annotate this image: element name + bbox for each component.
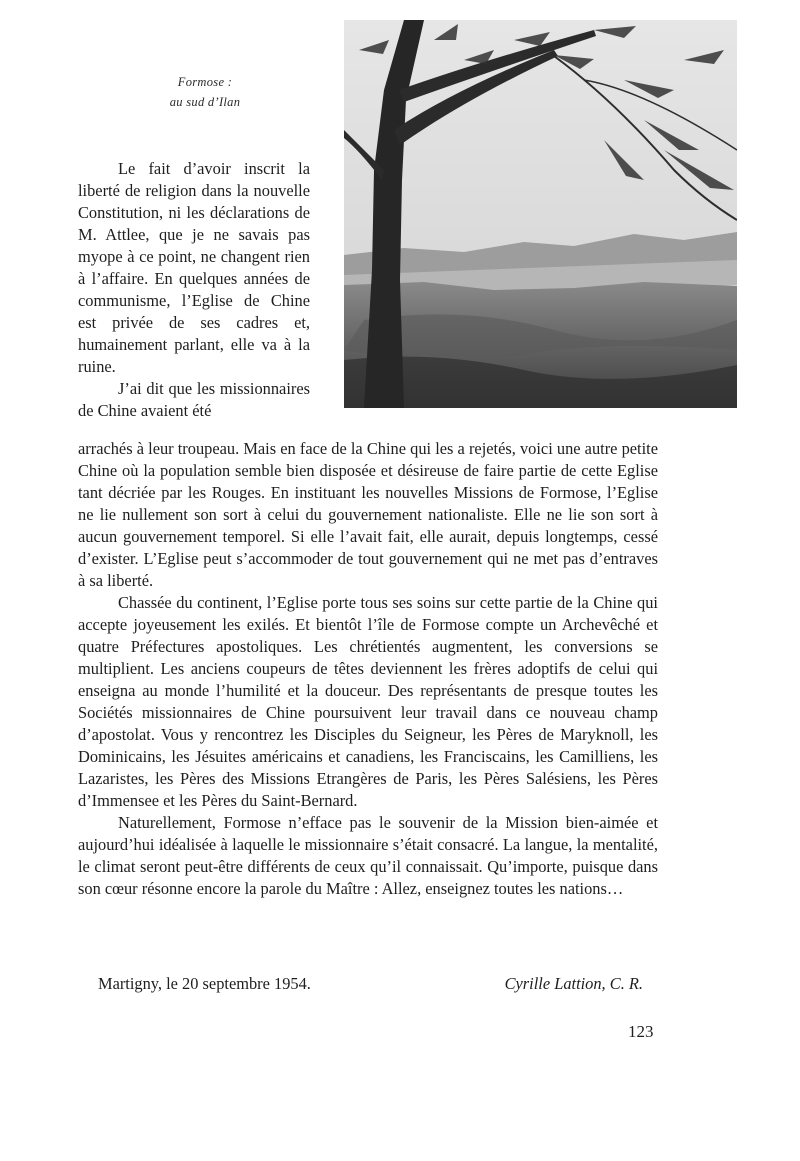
paragraph-3: Chassée du continent, l’Eglise porte tous ses soins sur cette partie de la Chine qui accepte joyeusement les exilés. Et bientôt l’île de Formose compte un Archevêché et quatre Préfectures apostoliques. Les chrétientés augmentent, les conversions se multiplient. Les anciens coupeurs de têtes deviennent les frères adoptifs de celui qui enseigna au monde l’humilité et la douceur. Des représentants de presque toutes les Sociétés missionnaires de Chine poursuivent leur travail dans ce nouveau champ d’apostolat. Vous y rencontrez les Disciples du Seigneur, les Pères de Maryknoll, les Dominicains, les Jésuites américains et canadiens, les Franciscains, les Camilliens, les Lazaristes, les Pères des Missions Etrangères de Paris, les Pères Salésiens, les Pères d’Immensee et les Pères du Saint-Bernard. xyxy=(78,593,658,810)
full-width-text xyxy=(78,438,658,900)
caption-line-2: au sud d’Ilan xyxy=(169,95,241,109)
author-name: Cyrille Lattion, C. R. xyxy=(504,974,643,993)
left-column-text xyxy=(78,158,310,422)
paragraph-2-start: J’ai dit que les missionnaires de Chine avaient été xyxy=(78,379,310,420)
place-date: Martigny, le 20 septembre 1954. xyxy=(98,974,311,993)
paragraph-4: Naturellement, Formose n’efface pas le souvenir de la Mission bien-aimée et aujourd’hui idéalisée à laquelle le missionnaire s’était consacré. La langue, la mentalité, le climat seront peut-être différents de ceux qu’il connaissait. Qu’importe, puisque dans son cœur résonne encore la parole du Maître : Allez, enseignez toutes les nations… xyxy=(78,813,658,898)
page-number: 123 xyxy=(628,1022,654,1041)
caption-line-1: Formose : xyxy=(177,75,233,89)
photo-caption xyxy=(120,72,290,112)
paragraph-2-rest: arrachés à leur troupeau. Mais en face de la Chine qui les a rejetés, voici une autre petite Chine où la population semble bien disposée et désireuse de faire partie de cette Eglise tant décriée par les Rouges. En instituant les nouvelles Missions de Formose, l’Eglise ne lie nullement son sort à celui du gouvernement nationaliste. Elle ne lie son sort à aucun gouvernement temporel. Si elle l’avait fait, elle aurait, depuis longtemps, cessé d’exister. L’Eglise peut s’accommoder de tout gouvernement qui ne met pas d’entraves à sa liberté. xyxy=(78,439,658,590)
signature-line xyxy=(98,974,643,998)
paragraph-1: Le fait d’avoir inscrit la liberté de religion dans la nouvelle Constitution, ni les déclarations de M. Attlee, que je ne savais pas myope à ce point, ne changent rien à l’affaire. En quelques années de communisme, l’Eglise de Chine est privée de ses cadres et, humainement parlant, elle va à la ruine. xyxy=(78,159,310,376)
landscape-photo xyxy=(344,20,737,408)
